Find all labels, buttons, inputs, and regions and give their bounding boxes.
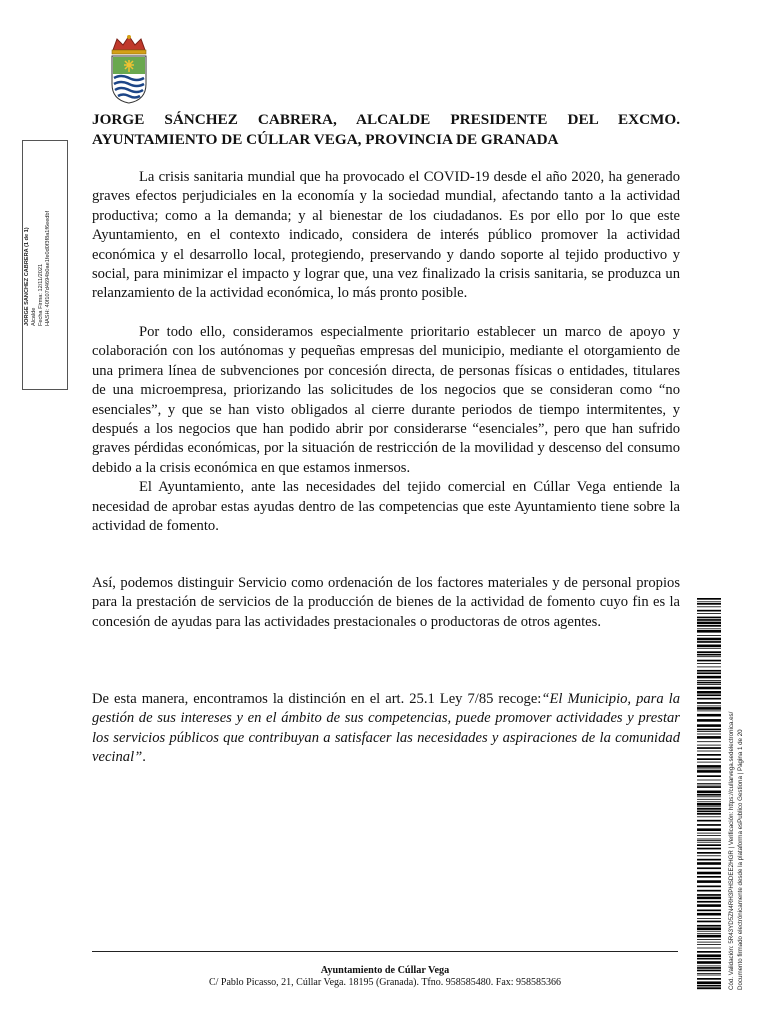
paragraph-1: La crisis sanitaria mundial que ha provocado el COVID-19 desde el año 2020, ha generado graves efectos perjudiciales en la economía y la sociedad mundial, afectando tanto a la actividad productiva; como a la demanda; y al bienestar de los ciudadanos. Es por ello por lo que este Ayuntamiento, en el contexto indicado, considera de interés público promover la actividad económica y el desarrollo local, protegiendo, preservando y dando soporte al tejido productivo y social, para minimizar el impacto y lograr que, una vez finalizado la crisis sanitaria, se produzca un relanzamiento de la actividad económica, lo más pronto posible.	[92, 169, 680, 302]
barcode-bar	[697, 645, 721, 648]
barcode-bar	[697, 966, 721, 967]
barcode-bar	[697, 660, 721, 662]
verification-line-2: Documento firmado electrónicamente desde la plataforma esPublico Gestiona | Página 1 de 20	[736, 729, 744, 990]
barcode-bar	[697, 803, 721, 806]
barcode-bar	[697, 872, 721, 875]
barcode-bar	[697, 648, 721, 649]
paragraph-1-block	[92, 168, 680, 304]
barcode-bar	[697, 840, 721, 841]
barcode-bar	[697, 698, 721, 700]
paragraph-2-block	[92, 323, 680, 536]
barcode-bar	[697, 942, 721, 943]
barcode-bar	[697, 741, 721, 742]
barcode-bar	[697, 933, 721, 934]
paragraph-5-quote: “El Municipio, para la gestión de sus intereses y en el ámbito de sus competencias, puede promover actividades y prestar los servicios públicos que contribuyan a satisfacer las necesidades y aspiraciones de la comunidad vecinal”	[92, 691, 680, 766]
barcode-bar	[697, 886, 721, 888]
barcode-bar	[697, 855, 721, 856]
footer-organization: Ayuntamiento de Cúllar Vega	[320, 965, 450, 976]
barcode-bar	[697, 894, 721, 896]
barcode-bar	[697, 981, 721, 984]
barcode-bar	[697, 796, 721, 797]
barcode-bar	[697, 939, 721, 940]
barcode-bar	[697, 691, 721, 694]
signer-name: JORGE SANCHEZ CABRERA (1 de 1)	[24, 227, 30, 326]
footer-divider	[92, 951, 678, 952]
barcode-bar	[697, 921, 721, 923]
barcode-bar	[697, 663, 721, 664]
barcode-bar	[697, 758, 721, 760]
barcode-bar	[697, 931, 721, 932]
barcode-bar	[697, 656, 721, 657]
paragraph-2: Por todo ello, consideramos especialmente prioritario establecer un marco de apoyo y colaboración con los autónomas y pequeñas empresas del municipio, mediante el otorgamiento de una primera línea de subvenciones por concesión directa, de personas físicas o entidades, titulares de una microempresa, priorizando las solicitudes de los negocios que se consideran como “no esenciales”, y que se han visto obligados al cierre durante periodos de tiempo intermitentes, y después a los negocios que han podido abrir por considerarse “esenciales”, pero que han sufrido graves pérdidas económicas, por la situación de restricción de la movilidad y descenso del consumo debido a la crisis económica en que estamos inmersos.	[92, 324, 680, 476]
paragraph-4-block	[92, 574, 680, 632]
barcode-icon	[697, 598, 721, 990]
barcode-bar	[697, 638, 721, 641]
barcode-bar	[697, 813, 721, 815]
heading-line-1: JORGE SÁNCHEZ CABRERA, ALCALDE PRESIDENTE DEL EXCMO.	[92, 111, 680, 128]
barcode-bar	[697, 842, 721, 843]
barcode-bar	[697, 786, 721, 788]
barcode-bar	[697, 769, 721, 770]
barcode-bar	[697, 734, 721, 735]
barcode-bar	[697, 958, 721, 960]
barcode-bar	[697, 824, 721, 826]
barcode-bar	[697, 775, 721, 777]
paragraph-3: El Ayuntamiento, ante las necesidades del tejido comercial en Cúllar Vega entiende la necesidad de aprobar estas ayudas dentro de las competencias que este Ayuntamiento tiene sobre la actividad de fomento.	[92, 479, 680, 535]
barcode-bar	[697, 867, 721, 869]
barcode-bar	[697, 811, 721, 813]
barcode-bar	[697, 719, 721, 722]
footer	[92, 965, 678, 989]
heading-line-2: AYUNTAMIENTO DE CÚLLAR VEGA, PROVINCIA DE GRANADA	[92, 131, 559, 148]
barcode-bar	[697, 975, 721, 976]
barcode-bar	[697, 682, 721, 684]
barcode-bar	[697, 780, 721, 781]
barcode-bar	[697, 762, 721, 763]
barcode-bar	[697, 876, 721, 878]
barcode-bar	[697, 828, 721, 831]
barcode-bar	[697, 751, 721, 752]
signature-date: Fecha Firma: 12/11/2021	[38, 263, 44, 326]
barcode-bar	[697, 913, 721, 916]
paragraph-5-block	[92, 690, 680, 768]
barcode-bar	[697, 967, 721, 969]
barcode-bar	[697, 601, 721, 602]
barcode-bar	[697, 785, 721, 786]
signature-hash: HASH: 40f107d4694b0ae1fe0d0f3f8a1f6eedbf	[45, 210, 51, 326]
barcode-bar	[697, 617, 721, 619]
barcode-bar	[697, 816, 721, 817]
footer-address: C/ Pablo Picasso, 21, Cúllar Vega. 18195 (Granada). Tfno. 958585480. Fax: 958585366	[208, 977, 562, 988]
barcode-bar	[697, 978, 721, 980]
paragraph-5-lead: De esta manera, encontramos la distinción en el art. 25.1 Ley 7/85 recoge:	[92, 691, 542, 707]
barcode-bar	[697, 835, 721, 836]
barcode-bar	[697, 935, 721, 938]
barcode-bar	[697, 641, 721, 643]
barcode-bar	[697, 852, 721, 854]
barcode-bar	[697, 714, 721, 717]
barcode-bar	[697, 954, 721, 957]
barcode-bar	[697, 625, 721, 627]
signer-role: Alcalde	[31, 307, 37, 326]
barcode-bar	[697, 862, 721, 865]
barcode-bar	[697, 925, 721, 927]
barcode-bar	[697, 729, 721, 731]
barcode-bar	[697, 985, 721, 987]
barcode-bar	[697, 910, 721, 912]
barcode-bar	[697, 794, 721, 796]
barcode-bar	[697, 973, 721, 974]
barcode-bar	[697, 820, 721, 822]
paragraph-5	[92, 690, 680, 768]
barcode-bar	[697, 603, 721, 605]
paragraph-5-end: .	[142, 749, 146, 766]
barcode-bar	[697, 635, 721, 636]
barcode-bar	[697, 951, 721, 953]
barcode-bar	[697, 707, 721, 710]
barcode-bar	[697, 970, 721, 972]
verification-text	[728, 650, 745, 990]
barcode-bar	[697, 765, 721, 768]
barcode-bar	[697, 948, 721, 949]
barcode-bar	[697, 676, 721, 679]
barcode-bar	[697, 687, 721, 690]
barcode-bar	[697, 724, 721, 727]
barcode-bar	[697, 628, 721, 629]
barcode-bar	[697, 897, 721, 900]
barcode-bar	[697, 844, 721, 846]
barcode-bar	[697, 904, 721, 907]
coat-of-arms-icon	[104, 34, 154, 104]
barcode-bar	[697, 702, 721, 704]
barcode-bar	[697, 770, 721, 773]
verification-line-1: Cód. Validación: 5R43YD5ZN4RH3PHSDEE2HGR | Verificación: https://cullarvega.sedelectronica.es/	[728, 711, 735, 990]
signature-stamp	[24, 206, 52, 326]
barcode-bar	[697, 987, 721, 989]
barcode-bar	[697, 694, 721, 696]
barcode-bar	[697, 890, 721, 892]
barcode-bar	[697, 670, 721, 672]
barcode-bar	[697, 859, 721, 861]
barcode-bar	[697, 754, 721, 756]
barcode-bar	[697, 672, 721, 674]
barcode-bar	[697, 880, 721, 883]
barcode-bar	[697, 619, 721, 621]
barcode-bar	[697, 791, 721, 794]
barcode-bar	[697, 598, 721, 600]
barcode-bar	[697, 747, 721, 749]
barcode-bar	[697, 684, 721, 685]
barcode-bar	[697, 783, 721, 784]
document-heading	[92, 110, 680, 150]
barcode-bar	[697, 944, 721, 945]
barcode-bar	[697, 918, 721, 919]
barcode-bar	[697, 622, 721, 625]
barcode-bar	[697, 610, 721, 612]
barcode-bar	[697, 651, 721, 653]
barcode-bar	[697, 799, 721, 800]
barcode-bar	[697, 848, 721, 850]
barcode-bar	[697, 613, 721, 614]
barcode-bar	[697, 808, 721, 810]
barcode-bar	[697, 745, 721, 746]
barcode-bar	[697, 736, 721, 739]
barcode-bar	[697, 630, 721, 633]
barcode-bar	[697, 961, 721, 964]
barcode-bar	[697, 801, 721, 802]
barcode-bar	[697, 654, 721, 656]
barcode-bar	[697, 901, 721, 903]
barcode-bar	[697, 706, 721, 707]
paragraph-4: Así, podemos distinguir Servicio como ordenación de los factores materiales y de personal propios para la prestación de servicios de la producción de bienes de la actividad de fomento cuyo fin es la concesión de ayudas para las actividades prestacionales o productoras de otros agentes.	[92, 575, 680, 630]
barcode-bar	[697, 606, 721, 607]
barcode-bar	[697, 833, 721, 834]
barcode-bar	[697, 806, 721, 807]
barcode-bar	[697, 667, 721, 668]
barcode-bar	[697, 839, 721, 840]
barcode-bar	[697, 927, 721, 930]
barcode-bar	[697, 680, 721, 681]
barcode-bar	[697, 731, 721, 732]
barcode-bar	[697, 711, 721, 712]
